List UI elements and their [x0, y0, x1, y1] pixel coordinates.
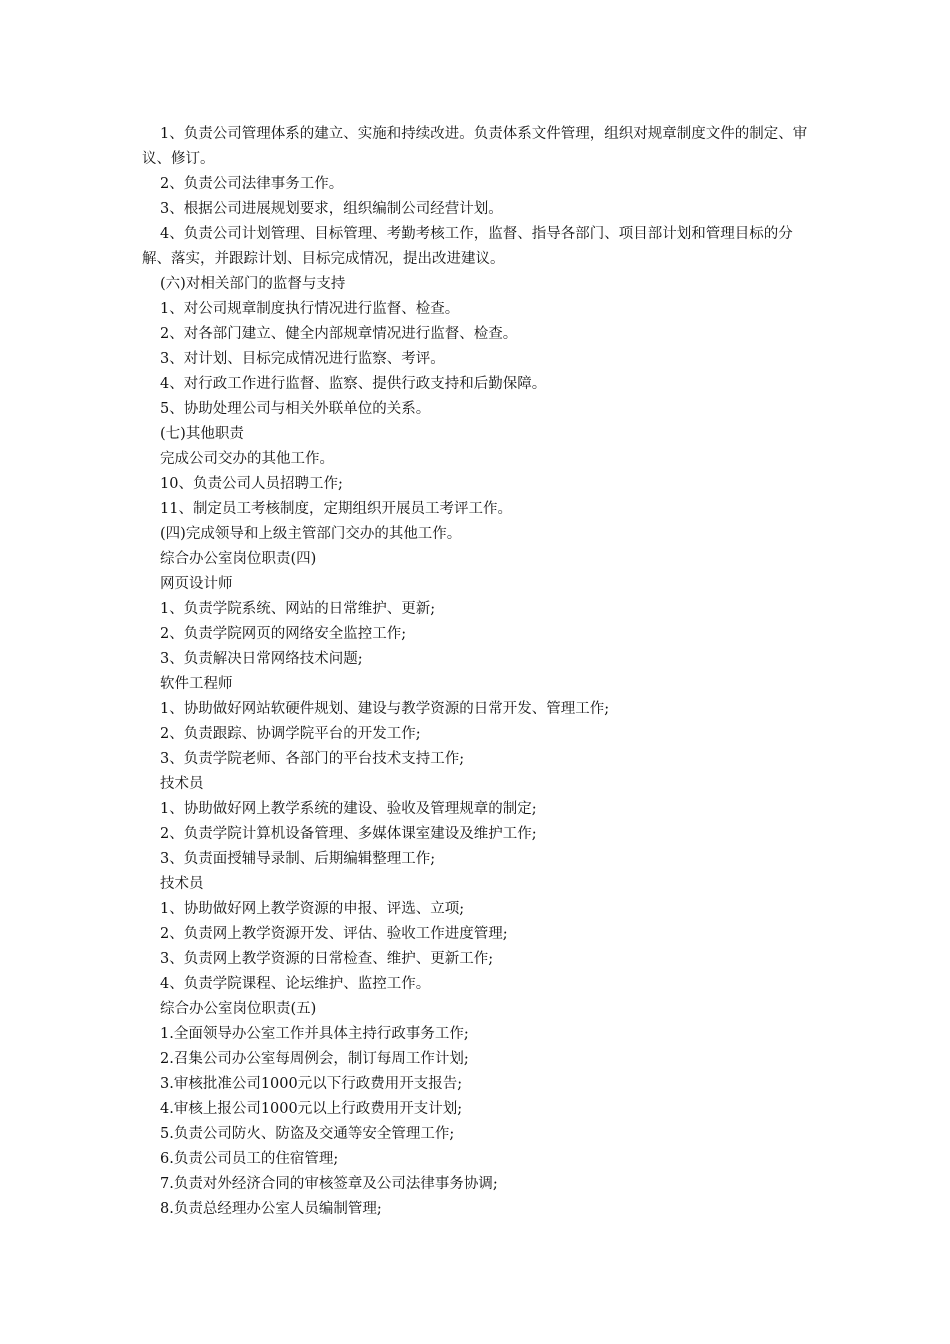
- text-line: 5.负责公司防火、防盗及交通等安全管理工作;: [160, 1126, 455, 1142]
- text-line: 3、根据公司进展规划要求，组织编制公司经营计划。: [160, 201, 503, 217]
- document-body: [142, 122, 812, 1222]
- text-line: 3、负责解决日常网络技术问题;: [160, 651, 363, 667]
- text-line: 3、负责面授辅导录制、后期编辑整理工作;: [160, 851, 436, 867]
- text-line: 3、负责学院老师、各部门的平台技术支持工作;: [160, 751, 465, 767]
- text-line: 10、负责公司人员招聘工作;: [160, 476, 343, 492]
- text-line: 7.负责对外经济合同的审核签章及公司法律事务协调;: [160, 1176, 498, 1192]
- text-line: 1、负责学院系统、网站的日常维护、更新;: [160, 601, 436, 617]
- text-line: 2、负责网上教学资源开发、评估、验收工作进度管理;: [160, 926, 508, 942]
- text-line: 2、对各部门建立、健全内部规章情况进行监督、检查。: [160, 326, 518, 342]
- text-line: 2、负责跟踪、协调学院平台的开发工作;: [160, 726, 421, 742]
- text-line: (七)其他职责: [160, 426, 244, 442]
- text-line: (四)完成领导和上级主管部门交办的其他工作。: [160, 526, 462, 542]
- text-line: 综合办公室岗位职责(五): [160, 1001, 317, 1017]
- text-line: 1、负责公司管理体系的建立、实施和持续改进。负责体系文件管理，组织对规章制度文件的制定、审议、修订。: [142, 126, 808, 167]
- text-line: (六)对相关部门的监督与支持: [160, 276, 346, 292]
- document-page: [142, 122, 812, 1222]
- text-line: 技术员: [160, 776, 204, 792]
- text-line: 2、负责学院计算机设备管理、多媒体课室建设及维护工作;: [160, 826, 537, 842]
- text-line: 3、负责网上教学资源的日常检查、维护、更新工作;: [160, 951, 494, 967]
- text-line: 综合办公室岗位职责(四): [160, 551, 317, 567]
- text-line: 1.全面领导办公室工作并具体主持行政事务工作;: [160, 1026, 469, 1042]
- text-line: 2、负责学院网页的网络安全监控工作;: [160, 626, 407, 642]
- text-line: 4、负责公司计划管理、目标管理、考勤考核工作，监督、指导各部门、项目部计划和管理目标的分解、落实，并跟踪计划、目标完成情况，提出改进建议。: [142, 226, 793, 267]
- text-line: 软件工程师: [160, 676, 233, 692]
- text-line: 网页设计师: [160, 576, 233, 592]
- text-line: 完成公司交办的其他工作。: [160, 451, 334, 467]
- text-line: 6.负责公司员工的住宿管理;: [160, 1151, 339, 1167]
- text-line: 3、对计划、目标完成情况进行监察、考评。: [160, 351, 445, 367]
- text-line: 1、对公司规章制度执行情况进行监督、检查。: [160, 301, 460, 317]
- text-line: 5、协助处理公司与相关外联单位的关系。: [160, 401, 431, 417]
- text-line: 技术员: [160, 876, 204, 892]
- text-line: 1、协助做好网上教学系统的建设、验收及管理规章的制定;: [160, 801, 537, 817]
- text-line: 1、协助做好网站软硬件规划、建设与教学资源的日常开发、管理工作;: [160, 701, 610, 717]
- text-line: 3.审核批准公司1000元以下行政费用开支报告;: [160, 1076, 463, 1092]
- text-line: 1、协助做好网上教学资源的申报、评选、立项;: [160, 901, 465, 917]
- text-line: 11、制定员工考核制度，定期组织开展员工考评工作。: [160, 501, 512, 517]
- text-line: 4.审核上报公司1000元以上行政费用开支计划;: [160, 1101, 463, 1117]
- text-line: 8.负责总经理办公室人员编制管理;: [160, 1201, 382, 1217]
- text-line: 4、负责学院课程、论坛维护、监控工作。: [160, 976, 431, 992]
- text-line: 2、负责公司法律事务工作。: [160, 176, 344, 192]
- text-line: 4、对行政工作进行监督、监察、提供行政支持和后勤保障。: [160, 376, 547, 392]
- text-line: 2.召集公司办公室每周例会，制订每周工作计划;: [160, 1051, 469, 1067]
